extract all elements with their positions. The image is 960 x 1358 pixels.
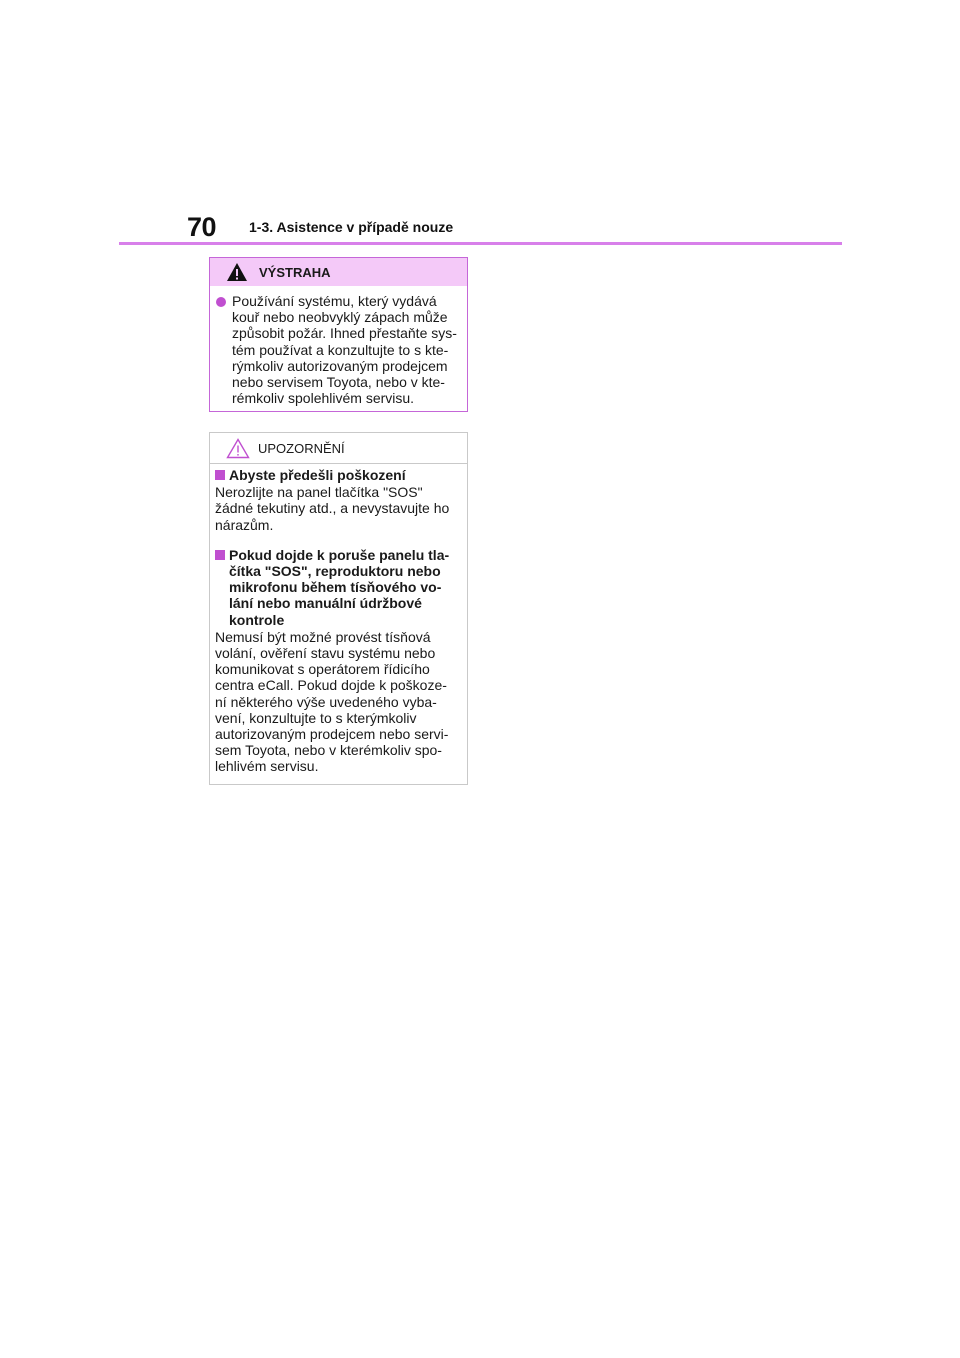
warning-box (209, 257, 468, 412)
caution-section (215, 467, 461, 533)
caution-box (209, 432, 468, 785)
warning-title: VÝSTRAHA (259, 265, 331, 280)
section-title: 1-3. Asistence v případě nouze (249, 219, 454, 235)
section-body: Nerozlijte na panel tlačítka "SOS" žádné tekutiny atd., a nevystavujte ho nárazům. (215, 484, 450, 533)
caution-triangle-icon (226, 438, 250, 464)
section-square-icon (215, 470, 225, 480)
page-number: 70 (187, 212, 217, 242)
caution-header (210, 433, 467, 464)
bullet-dot-icon (216, 297, 226, 307)
caution-section (215, 547, 461, 775)
warning-header (210, 258, 467, 286)
section-body: Nemusí být možné provést tísňová volání, ověření stavu systému nebo komunikovat s operátorem řídicího centra eCall. Pokud dojde k poškoze- ní některého výše uvedeného vyba- vení, konzultujte to s kterýmkoliv autorizovaným prodejcem nebo servi- sem Toyota, nebo v kterémkoliv spo- lehlivém servisu. (215, 628, 449, 775)
warning-item-text: Používání systému, který vydává kouř nebo neobvyklý zápach může způsobit požár. Ihned přestaňte sys- tém používat a konzultujte to s kte- rýmkoliv autorizovaným prodejcem nebo servisem Toyota, nebo v kte- rémkoliv spolehlivém servisu. (232, 293, 457, 407)
warning-item (216, 293, 457, 406)
section-heading: Pokud dojde k poruše panelu tla- čítka "SOS", reproduktoru nebo mikrofonu během tísňového vo- lání nebo manuální údržbové kontrole (229, 546, 450, 628)
warning-triangle-icon (226, 262, 248, 287)
section-square-icon (215, 550, 225, 560)
header-divider (119, 242, 842, 245)
caution-title: UPOZORNĚNÍ (258, 441, 345, 456)
section-heading: Abyste předešli poškození (229, 467, 406, 483)
page-header (0, 0, 960, 260)
